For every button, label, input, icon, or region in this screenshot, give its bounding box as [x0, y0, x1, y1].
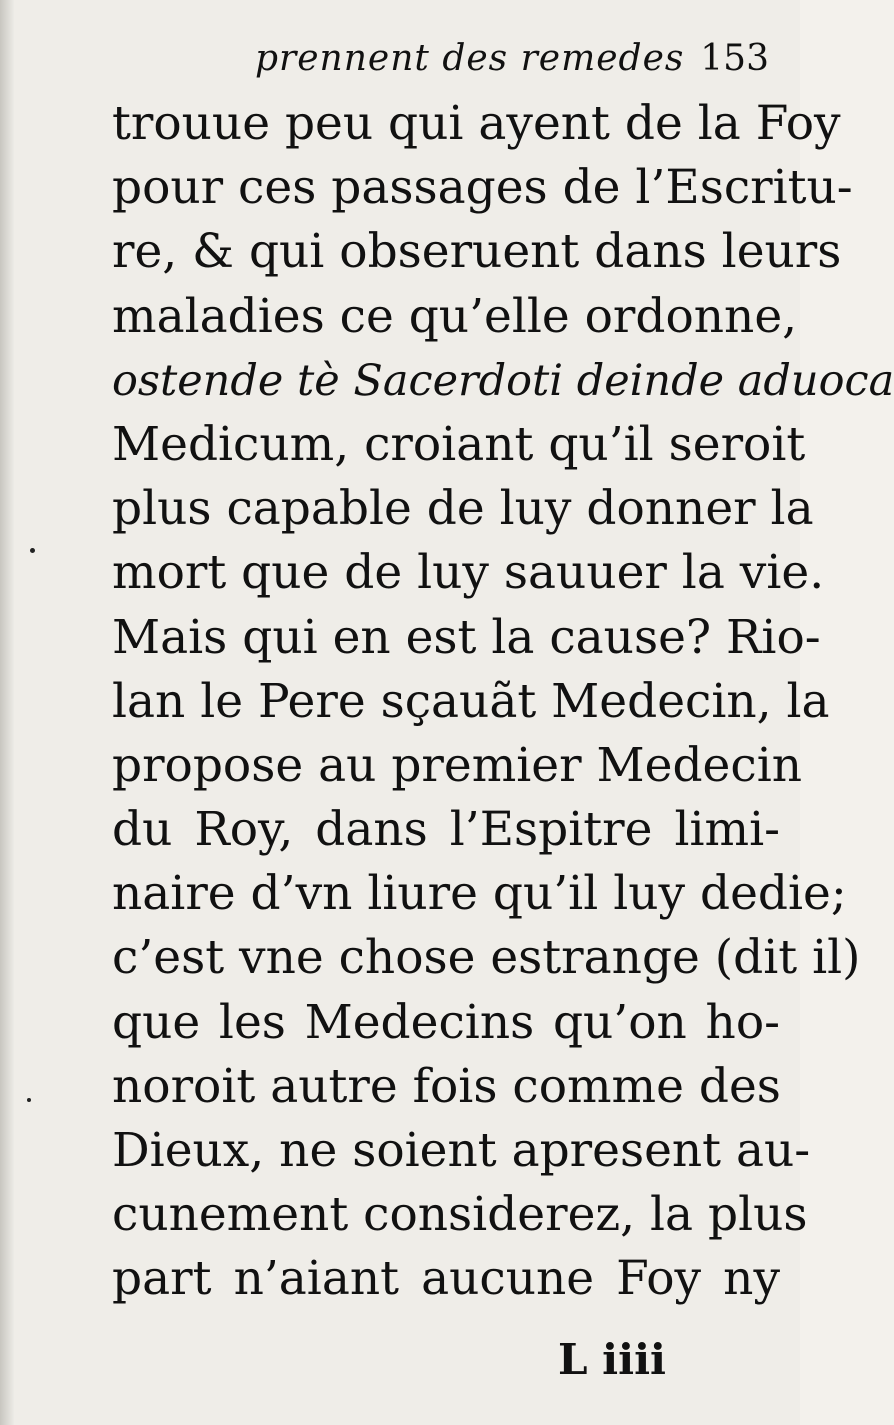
- signature-mark: L iiii: [558, 1335, 666, 1384]
- text-line: part n’aiant aucune Foy ny: [112, 1251, 780, 1307]
- page-number: 153: [700, 38, 769, 79]
- text-line: c’est vne chose estrange (dit il): [112, 930, 861, 986]
- latin-quotation-line: ostende tè Sacerdoti deinde aduoca: [112, 355, 894, 406]
- running-head: [255, 38, 775, 88]
- text-line: cunement considerez, la plus: [112, 1187, 808, 1243]
- text-line: propose au premier Medecin: [112, 737, 802, 793]
- text-line: du Roy, dans l’Espitre limi-: [112, 802, 780, 858]
- text-line: lan le Pere sçauãt Medecin, la: [112, 673, 830, 729]
- text-line: Medicum, croiant qu’il seroit: [112, 416, 806, 472]
- text-line: maladies ce qu’elle ordonne,: [112, 288, 798, 344]
- text-line: pour ces passages de l’Escritu-: [112, 160, 853, 216]
- ink-speck: [30, 548, 35, 553]
- text-line: Dieux, ne soient apresent au-: [112, 1123, 811, 1178]
- body-text: [112, 92, 894, 1312]
- text-line: plus capable de luy donner la: [112, 481, 814, 537]
- text-line: noroit autre fois comme des: [112, 1058, 781, 1114]
- running-title: prennent des remedes: [255, 38, 685, 79]
- text-line: naire d’vn liure qu’il luy dedie;: [112, 866, 847, 922]
- text-line: mort que de luy sauuer la vie.: [112, 545, 825, 601]
- ink-speck: [27, 1098, 31, 1102]
- text-line: re, & qui obseruent dans leurs: [112, 224, 842, 280]
- text-line: Mais qui en est la cause? Rio-: [112, 609, 821, 665]
- text-line: que les Medecins qu’on ho-: [112, 994, 780, 1050]
- text-line: trouue peu qui ayent de la Foy: [112, 96, 841, 151]
- page-gutter-shadow: [0, 0, 14, 1425]
